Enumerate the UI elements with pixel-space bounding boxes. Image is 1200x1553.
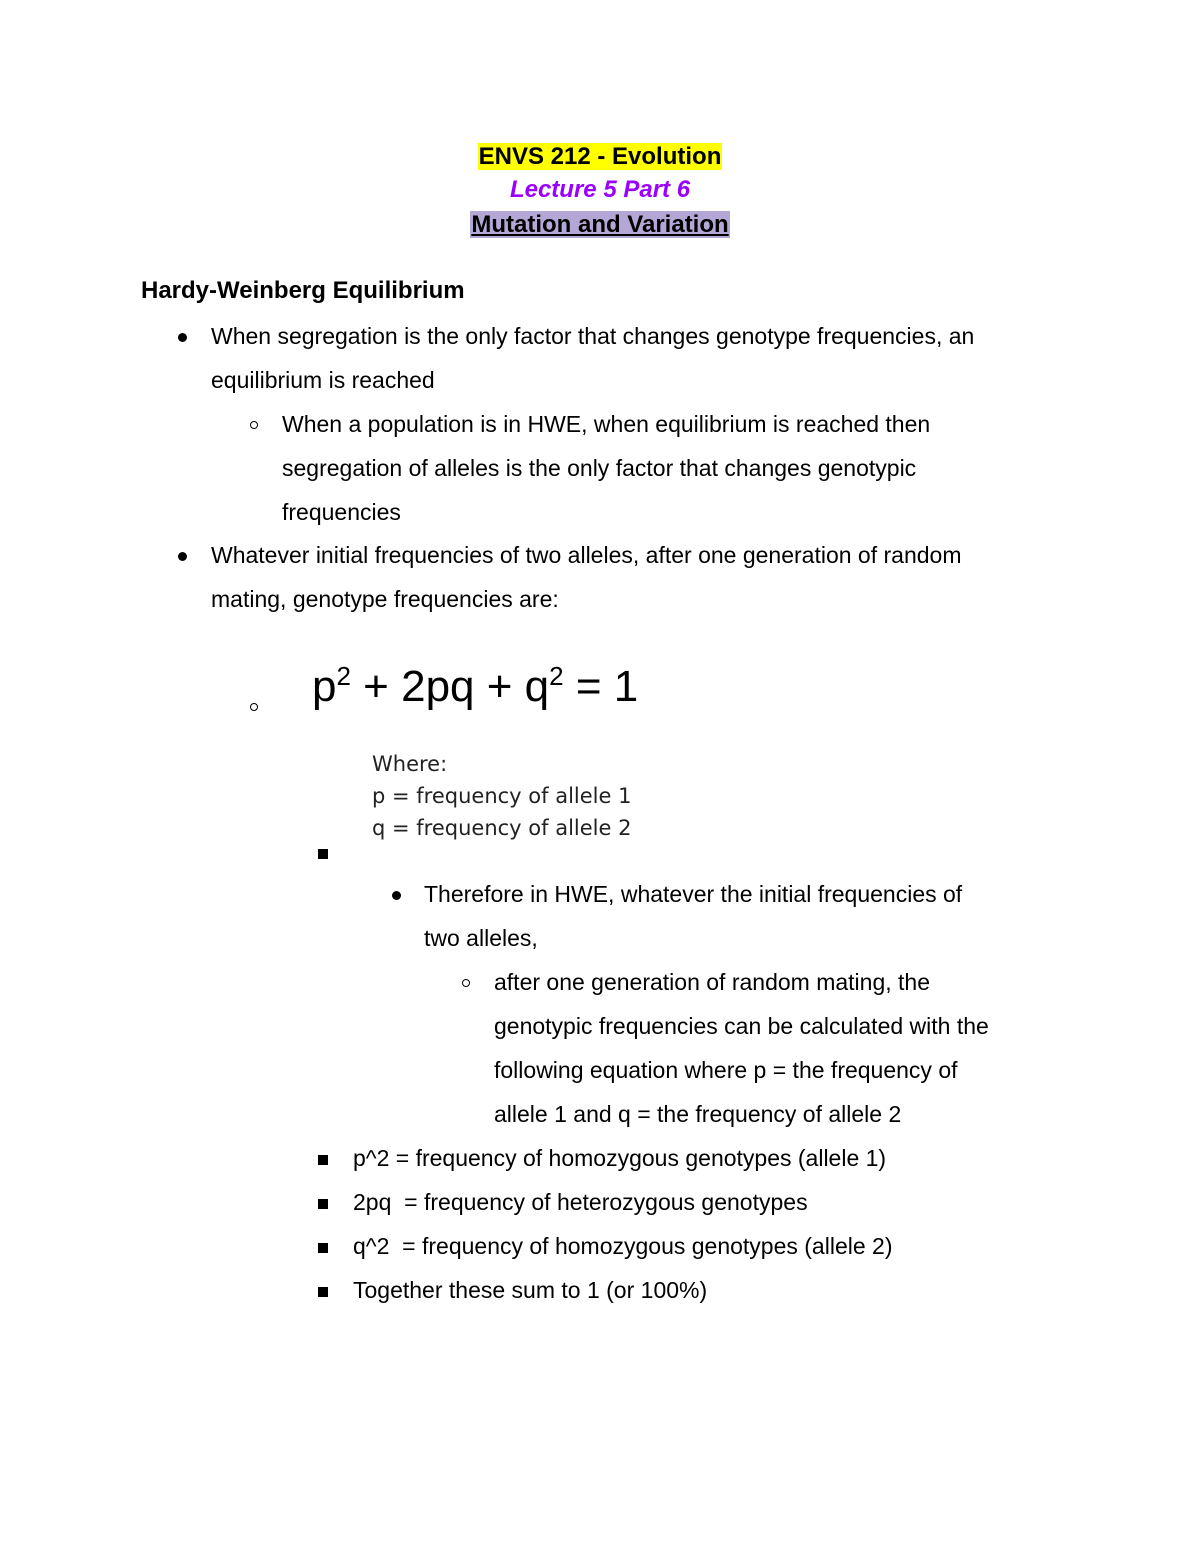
after-line-3: following equation where p = the frequency of <box>494 1057 958 1083</box>
bullet-circle-icon <box>250 421 258 429</box>
after-line-1: after one generation of random mating, the <box>494 969 931 995</box>
bullet-disc-icon <box>178 333 187 342</box>
section-heading: Hardy-Weinberg Equilibrium <box>141 277 465 304</box>
bullet-square-icon <box>318 1243 328 1253</box>
bullet-1a-line-2: segregation of alleles is the only factor that changes genotypic <box>282 455 917 481</box>
after-line-2: genotypic frequencies can be calculated with the <box>494 1013 989 1039</box>
bullet-1-line-1: When segregation is the only factor that changes genotype frequencies, an <box>211 323 975 349</box>
sum-statement: Together these sum to 1 (or 100%) <box>353 1277 708 1303</box>
bullet-disc-icon <box>392 891 401 900</box>
bullet-1a-line-1: When a population is in HWE, when equilibrium is reached then <box>282 411 931 437</box>
bullet-circle-icon <box>250 703 258 711</box>
where-q-definition: q = frequency of allele 2 <box>372 816 632 840</box>
bullet-circle-icon <box>462 979 470 987</box>
therefore-line-2: two alleles, <box>424 925 538 951</box>
bullet-1-line-2: equilibrium is reached <box>211 367 435 393</box>
topic-title: Mutation and Variation <box>471 211 729 238</box>
bullet-square-icon <box>318 1287 328 1297</box>
bullet-disc-icon <box>178 552 187 561</box>
bullet-square-icon <box>318 1155 328 1165</box>
bullet-2-line-2: mating, genotype frequencies are: <box>211 586 559 612</box>
hardy-weinberg-equation: $p^2 + 2pq + q^2 = 1$ <box>312 661 639 711</box>
where-p-definition: p = frequency of allele 1 <box>372 784 632 808</box>
two-pq-definition: 2pq = frequency of heterozygous genotypes <box>353 1189 808 1215</box>
lecture-subtitle: Lecture 5 Part 6 <box>509 176 691 203</box>
after-line-4: allele 1 and q = the frequency of allele 2 <box>494 1101 902 1127</box>
p-squared-definition: p^2 = frequency of homozygous genotypes (allele 1) <box>353 1145 887 1171</box>
bullet-2-line-1: Whatever initial frequencies of two alleles, after one generation of random <box>211 542 962 568</box>
therefore-line-1: Therefore in HWE, whatever the initial frequencies of <box>424 881 963 907</box>
q-squared-definition: q^2 = frequency of homozygous genotypes (allele 2) <box>353 1233 893 1259</box>
course-title: ENVS 212 - Evolution <box>478 143 722 170</box>
bullet-square-icon <box>318 849 328 859</box>
bullet-square-icon <box>318 1199 328 1209</box>
bullet-1a-line-3: frequencies <box>282 499 401 525</box>
where-label: Where: <box>372 752 448 776</box>
